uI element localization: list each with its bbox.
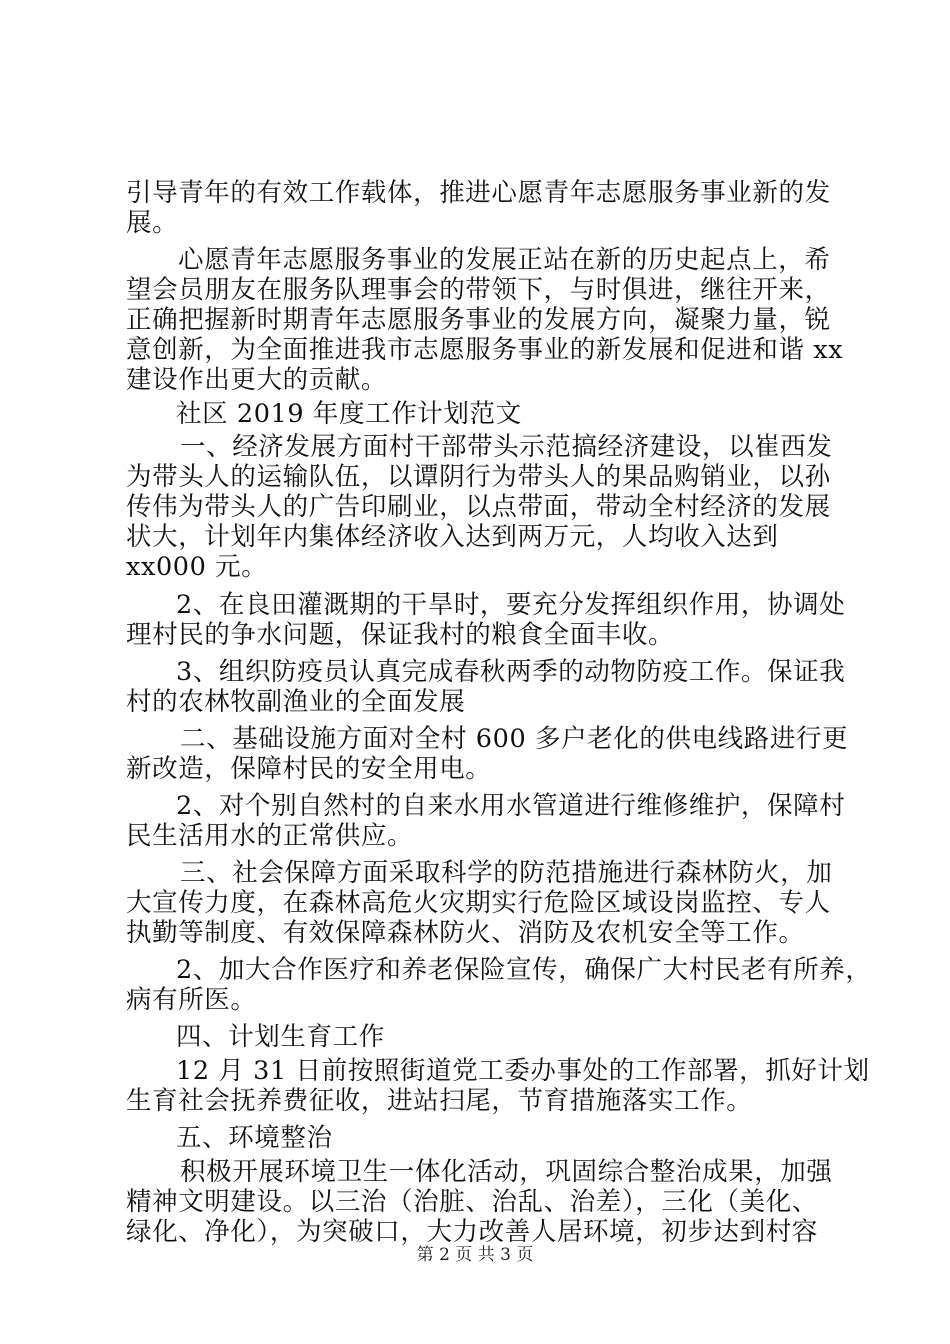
body-line: 引导青年的有效工作载体，推进心愿青年志愿服务事业新的发 xyxy=(126,178,831,208)
body-line: 执勤等制度、有效保障森林防火、消防及农机安全等工作。 xyxy=(126,918,805,948)
body-line: 二、基础设施方面对全村 600 多户老化的供电线路进行更 xyxy=(180,724,849,754)
body-line: 积极开展环境卫生一体化活动，巩固综合整治成果，加强 xyxy=(180,1157,833,1187)
body-line: 新改造，保障村民的安全用电。 xyxy=(126,754,492,784)
body-line: 三、社会保障方面采取科学的防范措施进行森林防火，加 xyxy=(180,858,833,888)
body-line: 一、经济发展方面村干部带头示范搞经济建设，以崔西发 xyxy=(180,432,833,462)
body-line: 村的农林牧副渔业的全面发展 xyxy=(126,687,466,717)
section-heading: 四、计划生育工作 xyxy=(176,1022,385,1052)
section-heading: 社区 2019 年度工作计划范文 xyxy=(176,399,522,429)
body-line: 精神文明建设。以三治（治脏、治乱、治差），三化（美化、 xyxy=(126,1187,818,1217)
body-line: 望会员朋友在服务队理事会的带领下，与时俱进，继往开来， xyxy=(126,275,831,305)
body-line: 心愿青年志愿服务事业的发展正站在新的历史起点上，希 xyxy=(178,245,831,275)
body-line: xx000 元。 xyxy=(126,552,268,582)
body-line: 状大，计划年内集体经济收入达到两万元，人均收入达到 xyxy=(126,522,779,552)
body-line: 12 月 31 日前按照街道党工委办事处的工作部署，抓好计划 xyxy=(176,1056,870,1086)
body-line: 2、在良田灌溉期的干旱时，要充分发挥组织作用，协调处 xyxy=(176,590,846,620)
body-line: 绿化、净化），为突破口，大力改善人居环境，初步达到村容 xyxy=(126,1217,818,1247)
body-line: 展。 xyxy=(126,208,179,238)
page-number-footer: 第 2 页 共 3 页 xyxy=(416,1245,534,1265)
body-line: 理村民的争水问题，保证我村的粮食全面丰收。 xyxy=(126,620,675,650)
body-line: 病有所医。 xyxy=(126,985,257,1015)
body-line: 2、加大合作医疗和养老保险宣传，确保广大村民老有所养， xyxy=(176,955,872,985)
section-heading: 五、环境整治 xyxy=(176,1123,333,1153)
body-line: 大宣传力度，在森林高危火灾期实行危险区域设岗监控、专人 xyxy=(126,888,831,918)
body-line: 生育社会抚养费征收，进站扫尾，节育措施落实工作。 xyxy=(126,1086,753,1116)
body-line: 为带头人的运输队伍，以谭阴行为带头人的果品购销业，以孙 xyxy=(126,462,831,492)
body-line: 民生活用水的正常供应。 xyxy=(126,821,414,851)
body-line: 3、组织防疫员认真完成春秋两季的动物防疫工作。保证我 xyxy=(176,657,846,687)
body-line: 传伟为带头人的广告印刷业，以点带面，带动全村经济的发展 xyxy=(126,492,831,522)
body-line: 2、对个别自然村的自来水用水管道进行维修维护，保障村 xyxy=(176,791,846,821)
body-line: 意创新，为全面推进我市志愿服务事业的新发展和促进和谐 xx xyxy=(126,335,844,365)
body-line: 建设作出更大的贡献。 xyxy=(126,365,388,395)
body-line: 正确把握新时期青年志愿服务事业的发展方向，凝聚力量，锐 xyxy=(126,305,831,335)
